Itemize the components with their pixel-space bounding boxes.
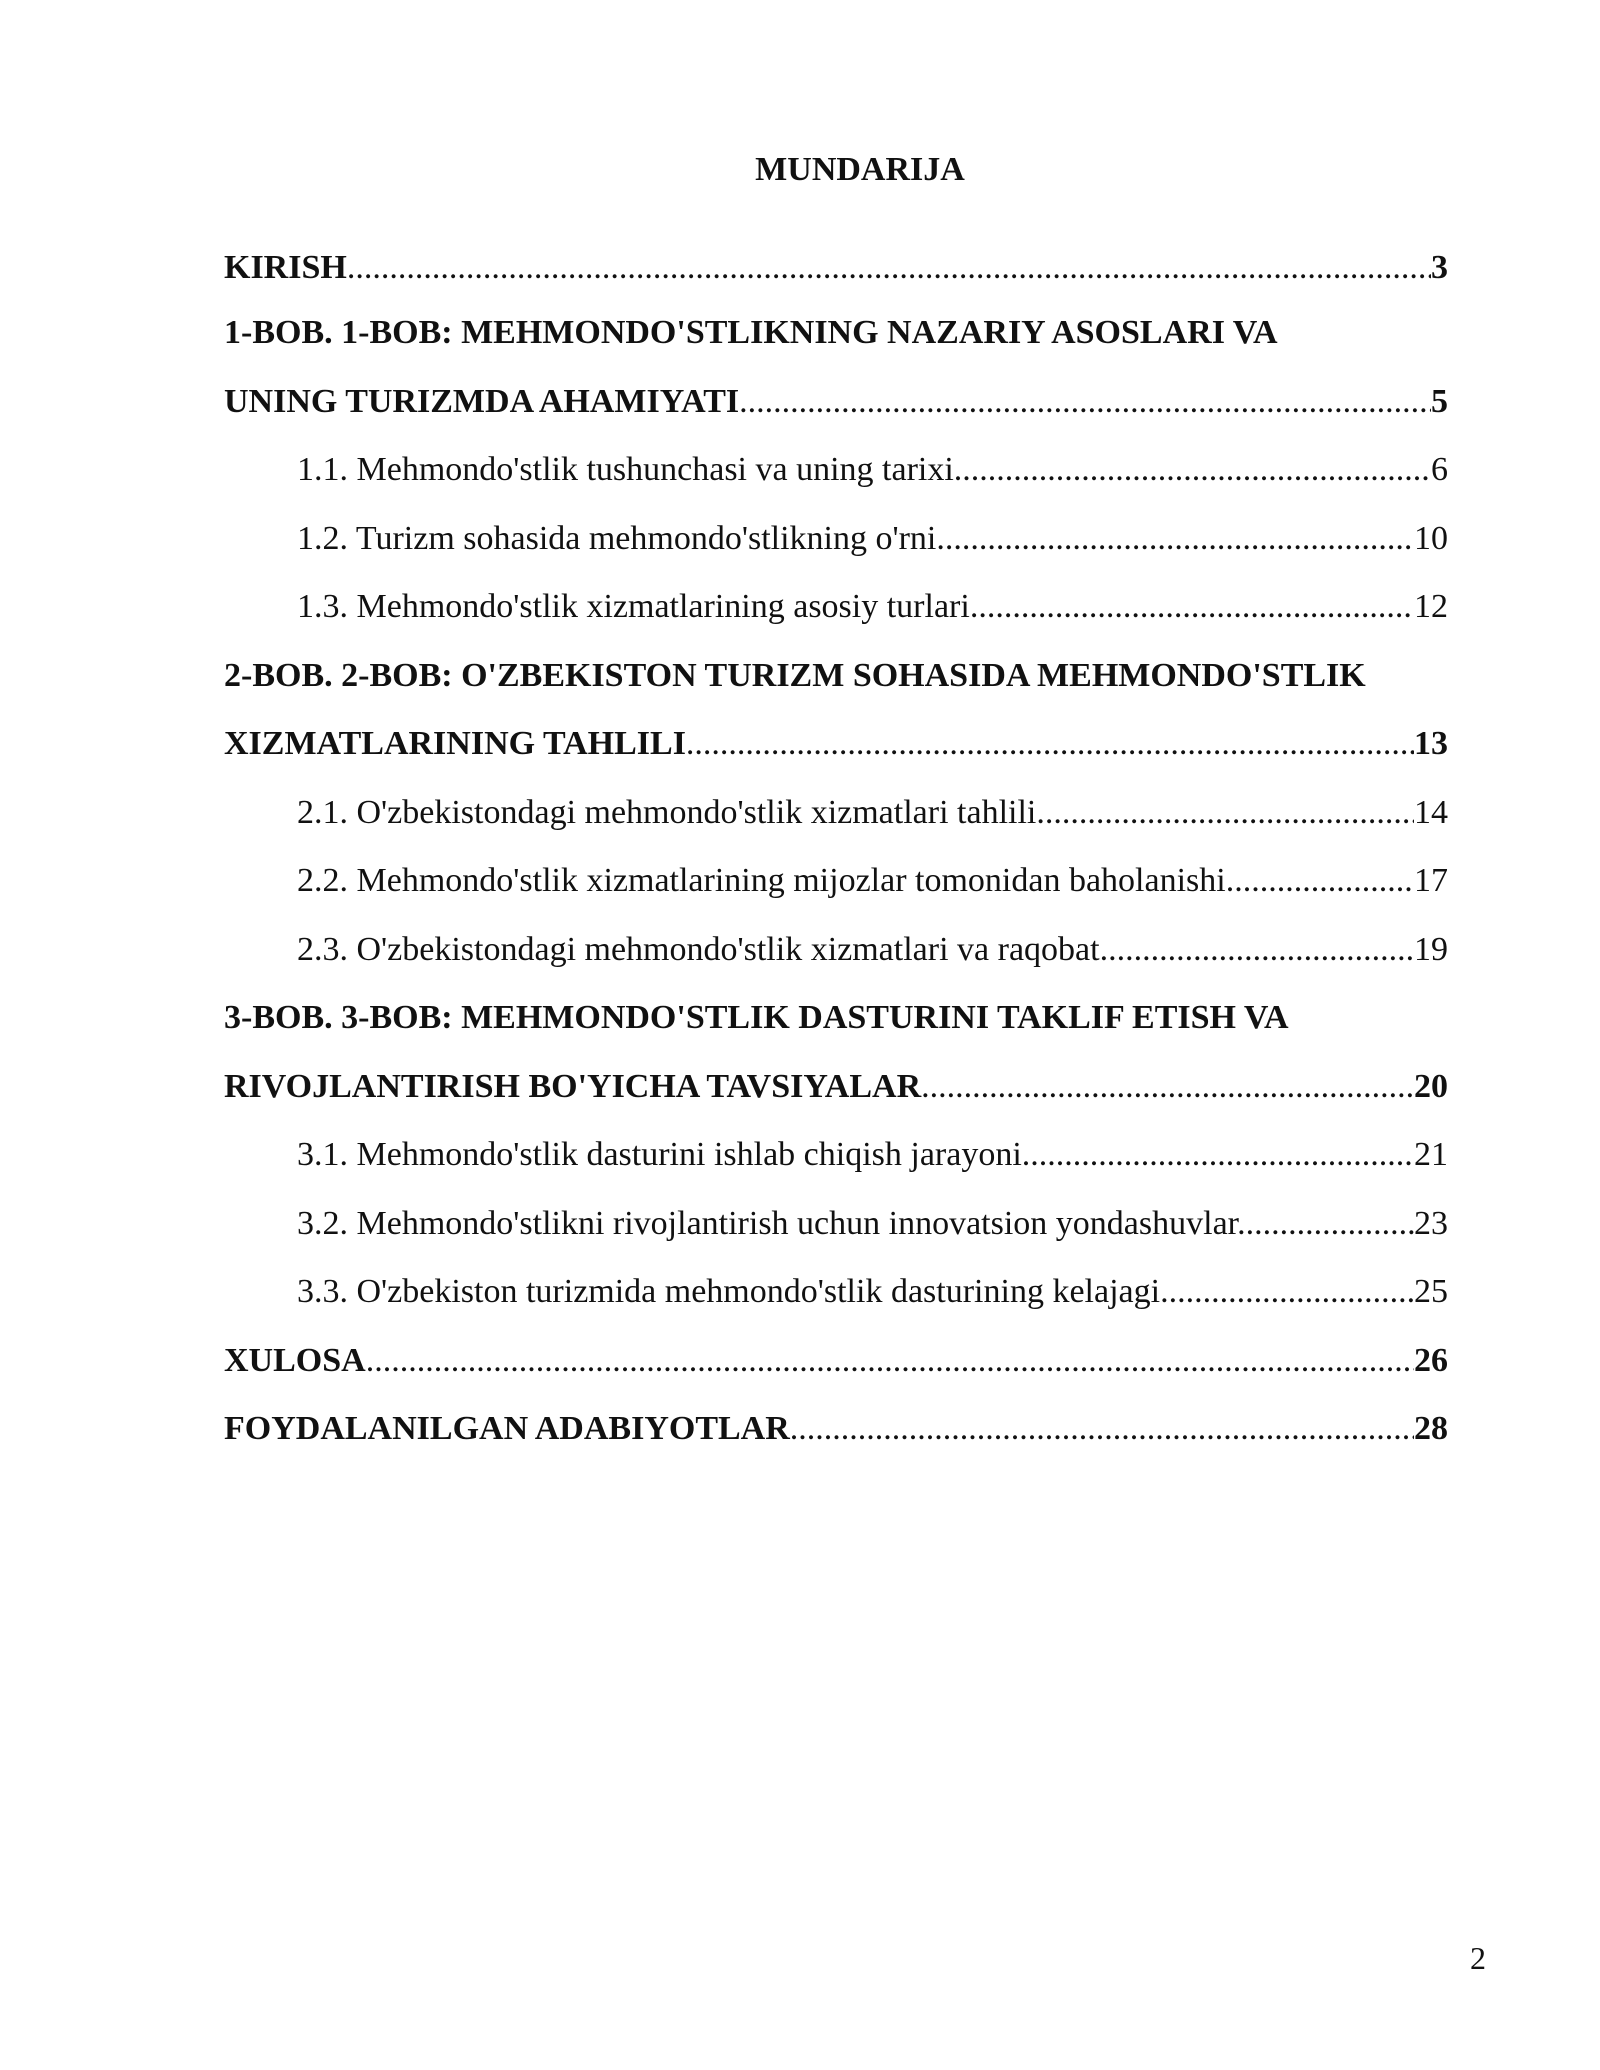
toc-page-number: 12: [1414, 588, 1448, 625]
toc-section-3-3[interactable]: [224, 1258, 1448, 1327]
toc-page-number: 25: [1414, 1273, 1448, 1310]
toc-entry-references[interactable]: [224, 1395, 1448, 1464]
toc-page-number: 26: [1414, 1341, 1448, 1379]
dot-leader: [1022, 1121, 1414, 1190]
toc-page-number: 28: [1414, 1410, 1448, 1447]
toc-entry-label: 1.1. Mehmondo'stlik tushunchasi va uning tarixi: [297, 451, 954, 488]
dot-leader: [970, 573, 1414, 642]
toc-entry-label: 2-BOB. 2-BOB: O'ZBEKISTON TURIZM SOHASIDA MEHMONDO'STLIK: [224, 656, 1366, 694]
toc-page-number: 21: [1414, 1136, 1448, 1173]
toc-entry-label: XULOSA: [224, 1341, 366, 1379]
dot-leader: [790, 1395, 1414, 1464]
table-of-contents: [224, 236, 1448, 1464]
dot-leader: [686, 710, 1414, 779]
toc-page-number: 6: [1431, 451, 1448, 488]
toc-entry-label: XIZMATLARINING TAHLILI: [224, 725, 686, 762]
page-number: 2: [1470, 1940, 1486, 1976]
toc-page-number: 20: [1414, 1067, 1448, 1105]
toc-page-number: 17: [1414, 862, 1448, 899]
toc-entry-label: 1.3. Mehmondo'stlik xizmatlarining asosiy turlari: [297, 588, 970, 625]
dot-leader: [1160, 1258, 1414, 1327]
toc-section-1-2[interactable]: [224, 505, 1448, 574]
toc-entry-conclusion[interactable]: [224, 1327, 1448, 1396]
toc-entry-intro[interactable]: [224, 236, 1448, 299]
dot-leader: [921, 1053, 1414, 1122]
toc-page-number: 10: [1414, 519, 1448, 557]
toc-entry-label: 1-BOB. 1-BOB: MEHMONDO'STLIKNING NAZARIY ASOSLARI VA: [224, 314, 1278, 351]
dot-leader: [739, 368, 1431, 437]
toc-chapter-2-title-continued[interactable]: [224, 710, 1448, 779]
toc-entry-label: RIVOJLANTIRISH BO'YICHA TAVSIYALAR: [224, 1067, 922, 1105]
toc-page-number: 13: [1414, 725, 1448, 762]
dot-leader: [936, 505, 1414, 574]
toc-page-number: 3: [1431, 249, 1448, 286]
toc-chapter-1-title-continued[interactable]: [224, 368, 1448, 437]
toc-section-1-3[interactable]: [224, 573, 1448, 642]
toc-section-2-3[interactable]: [224, 916, 1448, 985]
toc-page-number: 5: [1431, 382, 1448, 420]
toc-section-1-1[interactable]: [224, 436, 1448, 505]
toc-entry-label: KIRISH: [224, 249, 347, 286]
toc-page-number: 19: [1414, 930, 1448, 968]
dot-leader: [366, 1327, 1414, 1396]
toc-entry-label: 3.3. O'zbekiston turizmida mehmondo'stlik dasturining kelajagi: [297, 1273, 1161, 1310]
dot-leader: [1246, 1190, 1414, 1259]
toc-page-number: 14: [1414, 793, 1448, 831]
toc-section-2-2[interactable]: [224, 847, 1448, 916]
toc-entry-label: 2.2. Mehmondo'stlik xizmatlarining mijozlar tomonidan baholanishi: [297, 862, 1226, 899]
toc-entry-label: 2.3. O'zbekistondagi mehmondo'stlik xizmatlari va raqobat: [297, 930, 1100, 968]
toc-chapter-1-title[interactable]: [224, 299, 1448, 368]
dot-leader: [347, 236, 1431, 299]
page-title: MUNDARIJA: [755, 151, 965, 188]
toc-chapter-2-title[interactable]: [224, 642, 1448, 711]
toc-chapter-3-title[interactable]: [224, 984, 1448, 1053]
toc-section-3-2[interactable]: [224, 1190, 1448, 1259]
toc-entry-label: 3-BOB. 3-BOB: MEHMONDO'STLIK DASTURINI TAKLIF ETISH VA: [224, 999, 1289, 1036]
toc-entry-label: 1.2. Turizm sohasida mehmondo'stlikning o'rni: [297, 519, 937, 557]
toc-entry-label: 2.1. O'zbekistondagi mehmondo'stlik xizmatlari tahlili: [297, 793, 1037, 831]
dot-leader: [1100, 916, 1414, 985]
toc-section-2-1[interactable]: [224, 779, 1448, 848]
dot-leader: [1226, 847, 1414, 916]
toc-entry-label: FOYDALANILGAN ADABIYOTLAR: [224, 1410, 790, 1447]
toc-section-3-1[interactable]: [224, 1121, 1448, 1190]
dot-leader: [954, 436, 1431, 505]
toc-entry-label: 3.2. Mehmondo'stlikni rivojlantirish uchun innovatsion yondashuvlar.: [297, 1204, 1246, 1242]
toc-entry-label: UNING TURIZMDA AHAMIYATI: [224, 382, 740, 420]
toc-entry-label: 3.1. Mehmondo'stlik dasturini ishlab chiqish jarayoni: [297, 1136, 1022, 1173]
toc-page-number: 23: [1414, 1204, 1448, 1242]
dot-leader: [1036, 779, 1414, 848]
toc-chapter-3-title-continued[interactable]: [224, 1053, 1448, 1122]
